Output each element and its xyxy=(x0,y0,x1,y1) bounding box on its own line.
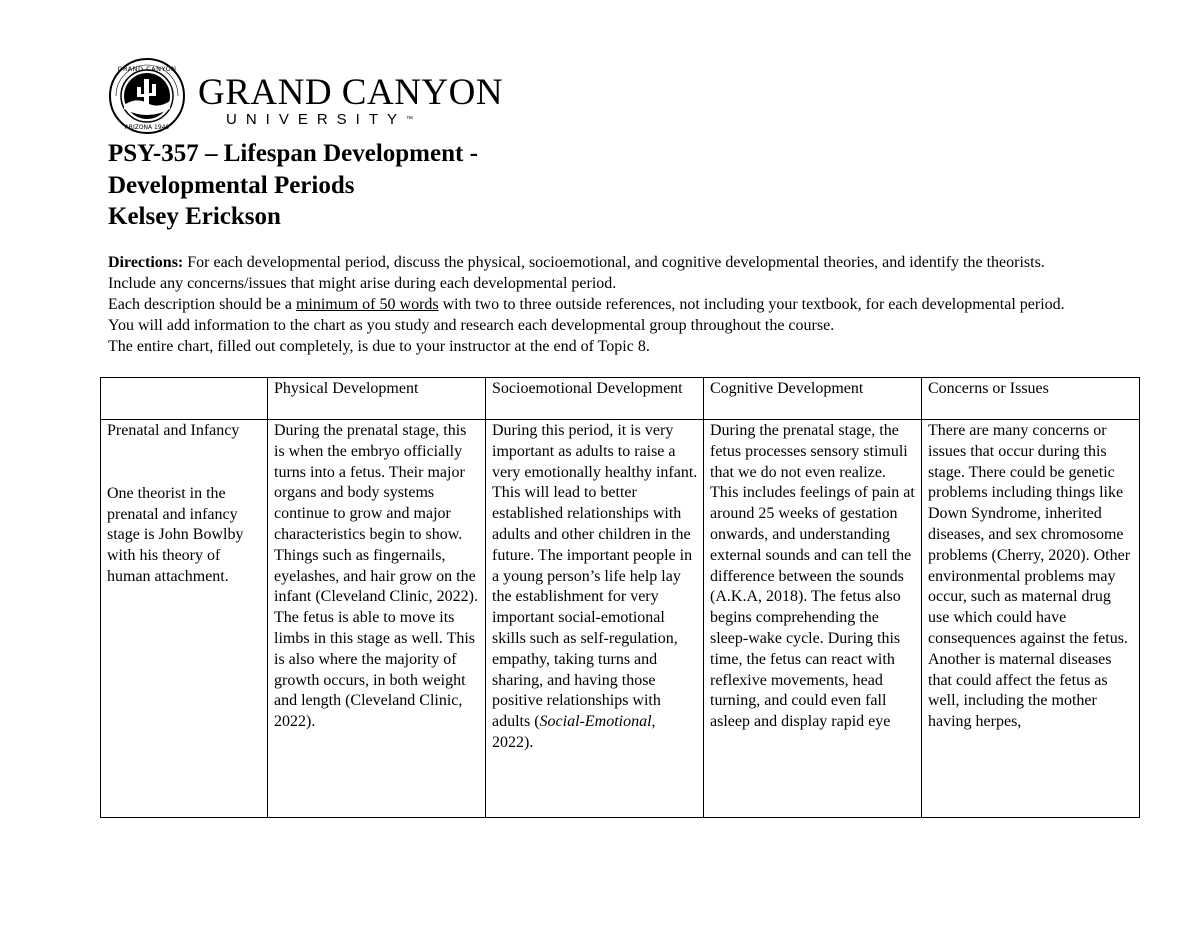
directions-text-2b: with two to three outside references, not including your textbook, for each developmental period. You will add information to the chart as you study and research each developmental group throughout the course. xyxy=(108,296,1065,334)
period-name: Prenatal and Infancy xyxy=(107,422,240,439)
logo-wordmark xyxy=(198,72,504,129)
header-period xyxy=(101,378,268,420)
document-title xyxy=(108,138,478,233)
directions-label: Directions: xyxy=(108,254,184,271)
socioemotional-citation-year: , 2022). xyxy=(492,713,656,751)
socioemotional-text xyxy=(492,421,699,817)
header-cognitive: Cognitive Development xyxy=(704,378,922,420)
concerns-text: There are many concerns or issues that occur during this stage. There could be genetic problems including things like Down Syndrome, inherited diseases, and sex chromosome problems (Cherry, 2020). Other environmental problems may occur, such as maternal drug use which could have consequences against the fetus. Another is maternal diseases that could affect the fetus as well, including the mother having herpes, xyxy=(928,422,1131,731)
minimum-words-requirement: minimum of 50 words xyxy=(295,296,439,313)
assignment-title: Developmental Periods xyxy=(108,171,355,199)
socioemotional-body: During this period, it is very important as adults to raise a very emotionally healthy infant. This will lead to better established relationships with adults and other children in the future. The important people in a young person’s life help lay the establishment for very important social-emotional skills such as self-regulation, empathy, taking turns and sharing, and having those positive relationships with adults ( xyxy=(492,422,698,731)
directions-paragraph-3: The entire chart, filled out completely, is due to your instructor at the end of Topic 8. xyxy=(108,338,650,355)
course-title: PSY-357 – Lifespan Development - xyxy=(108,140,478,167)
svg-text:GRAND CANYON: GRAND CANYON xyxy=(117,65,177,73)
physical-cell xyxy=(268,420,486,818)
concerns-cell xyxy=(922,420,1140,818)
table-row xyxy=(101,420,1140,818)
chart-header-row xyxy=(101,378,1140,420)
university-seal-icon xyxy=(108,57,186,135)
author-name: Kelsey Erickson xyxy=(108,203,281,230)
directions-paragraph-1 xyxy=(108,252,1088,294)
header-concerns: Concerns or Issues xyxy=(922,378,1140,420)
cognitive-text: During the prenatal stage, the fetus processes sensory stimuli that we do not even realize. This includes feelings of pain at around 25 weeks of gestation onwards, and understanding external sounds and can tell the difference between the sounds (A.K.A, 2018). The fetus also begins comprehending the sleep-wake cycle. During this time, the fetus can react with reflexive movements, head turning, and could even fall asleep and display rapid eye xyxy=(710,422,915,731)
directions-text-2a: Each description should be a xyxy=(108,296,296,313)
header-socioemotional: Socioemotional Development xyxy=(486,378,704,420)
logo-subname-text: UNIVERSITY xyxy=(226,111,407,128)
theorist-note: One theorist in the prenatal and infancy stage is John Bowlby with his theory of human attachment. xyxy=(107,484,244,585)
directions-text-1: For each developmental period, discuss the physical, socioemotional, and cognitive developmental theories, and identify the theorists. Include any concerns/issues that might arise during each developmental period. xyxy=(108,254,1045,292)
cognitive-cell xyxy=(704,420,922,818)
directions-paragraph-2 xyxy=(108,294,1088,336)
physical-text: During the prenatal stage, this is when the embryo officially turns into a fetus. Their major organs and body systems continue to grow and major characteristics begin to show. Things such as fingernails, eyelashes, and hair grow on the infant (Cleveland Clinic, 2022). The fetus is able to move its limbs in this stage as well. This is also where the majority of growth occurs, in both weight and length (Cleveland Clinic, 2022). xyxy=(274,422,478,731)
developmental-chart xyxy=(100,377,1140,818)
socioemotional-citation: Social-Emotional xyxy=(539,713,652,731)
logo-name: GRAND CANYON xyxy=(198,72,504,113)
trademark-mark: ™ xyxy=(406,116,414,123)
socioemotional-cell xyxy=(486,420,704,818)
period-cell xyxy=(101,420,268,818)
logo-subname xyxy=(226,111,503,129)
directions-block xyxy=(108,252,1088,357)
gcu-logo xyxy=(108,57,504,137)
svg-text:ARIZONA 1949: ARIZONA 1949 xyxy=(124,124,170,131)
header-physical: Physical Development xyxy=(268,378,486,420)
